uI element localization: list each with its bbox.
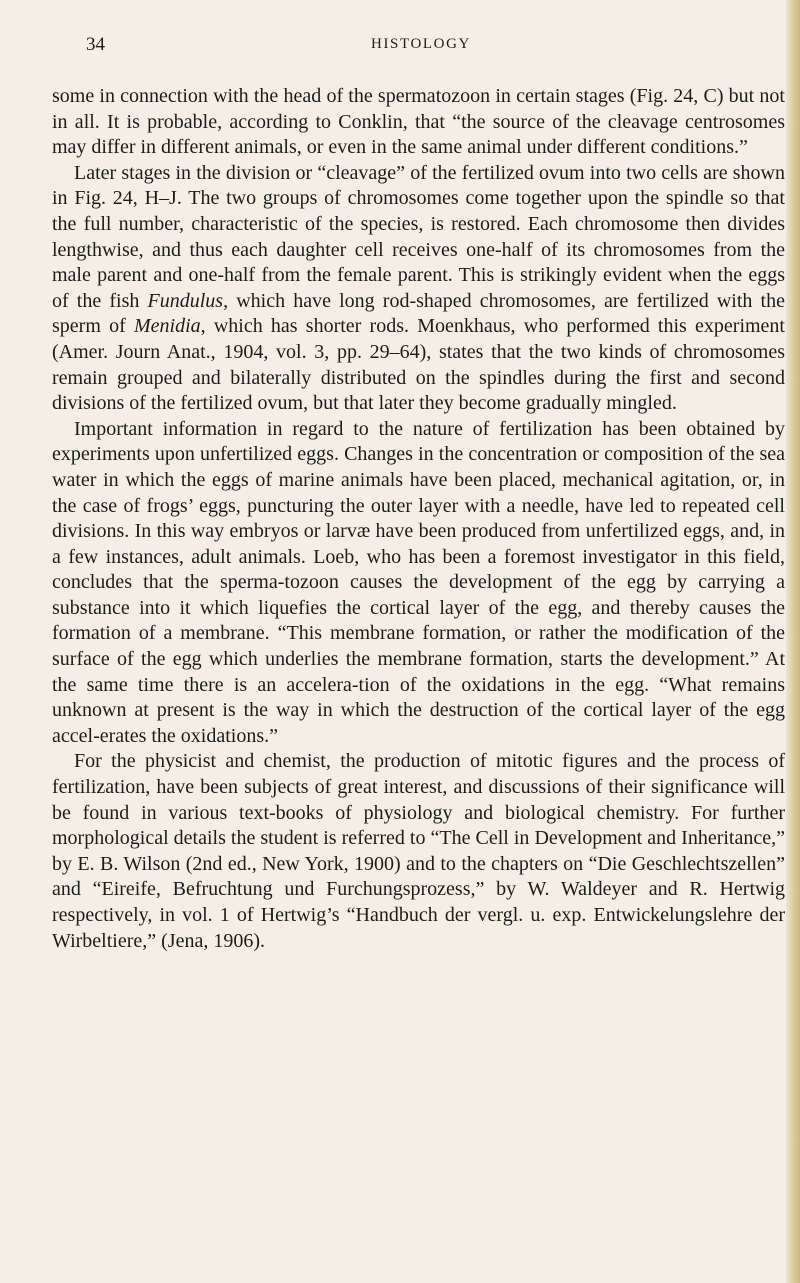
paragraph [52,417,785,750]
page-number: 34 [86,34,105,55]
body-text [52,84,785,954]
text-run: For the physicist and chemist, the production of mitotic figures and the process of fertilization, have been subjects of great interest, and discussions of their significance will be found in various text-books of physiology and biological chemistry. For further morphological details the student is referred to “The Cell in Development and Inheritance,” by E. B. Wilson (2nd ed., New York, 1900) and to the chapters on “Die Geschlechtszellen” and “Eireife, Befruchtung und Furchungsprozess,” by W. Waldeyer and R. Hertwig respectively, in vol. 1 of Hertwig’s “Handbuch der vergl. u. exp. Entwickelungslehre der Wirbeltiere,” (Jena, 1906). [52,750,785,952]
paragraph [52,749,785,954]
text-run: Later stages in the division or “cleavage” of the fertilized ovum into two cells are shown in Fig. 24, H–J. The two groups of chromosomes come together upon the spindle so that the full number, characteristic of the species, is restored. Each chromosome then divides lengthwise, and thus each daughter cell receives one-half of its chromosomes from the male parent and one-half from the female parent. This is strikingly evident when the eggs of the fish [52,161,785,312]
paragraph [52,161,785,417]
italic-term: Menidia [133,315,201,338]
page-header [86,34,756,58]
italic-term: Fundulus [147,289,224,312]
text-run: , which have long rod-shaped chromosomes, are fertilized with the sperm of [52,289,785,338]
text-run: , which has shorter rods. Moenkhaus, who performed this experiment (Amer. Journ Anat., 1904, vol. 3, pp. 29–64), states that the two kinds of chromosomes remain grouped and bilaterally distributed on the spindles during the first and second divisions of the fertilized ovum, but that later they become gradually mingled. [52,315,785,415]
paragraph [52,84,785,161]
text-run: Important information in regard to the nature of fertilization has been obtained by experiments upon unfertilized eggs. Changes in the concentration or composition of the sea water in which the eggs of marine animals have been placed, mechanical agitation, or, in the case of frogs’ eggs, puncturing the outer layer with a needle, have led to repeated cell divisions. In this way embryos or larvæ have been produced from unfertilized eggs, and, in a few instances, adult animals. Loeb, who has been a foremost investigator in this field, concludes that the sperma-tozoon causes the development of the egg by carrying a substance into it which liquefies the cortical layer of the egg, and thereby causes the formation of a membrane. “This membrane formation, or rather the modification of the surface of the egg which underlies the membrane formation, starts the development.” At the same time there is an accelera-tion of the oxidations in the egg. “What remains unknown at present is the way in which the destruction of the cortical layer of the egg accel-erates the oxidations.” [52,417,785,747]
running-head: HISTOLOGY [371,36,471,52]
page-edge [786,0,800,1283]
text-run: some in connection with the head of the spermatozoon in certain stages (Fig. 24, C) but not in all. It is probable, according to Conklin, that “the source of the cleavage centrosomes may differ in different animals, or even in the same animal under different conditions.” [52,85,785,159]
